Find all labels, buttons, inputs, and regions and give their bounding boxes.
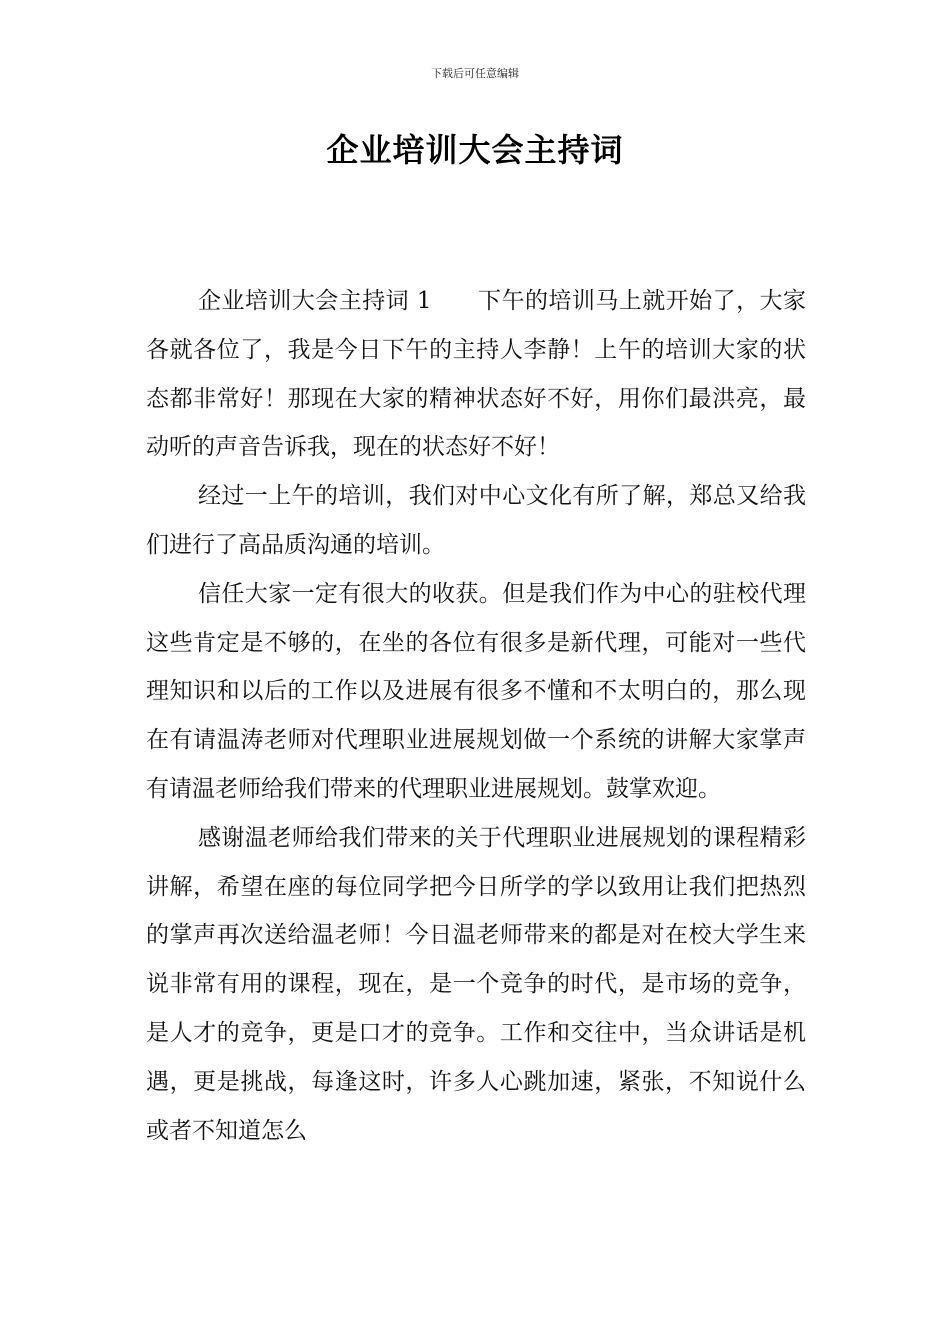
header-note: 下载后可任意编辑 [431, 67, 519, 80]
paragraph-3 [146, 570, 806, 814]
document-title: 企业培训大会主持词 [326, 131, 624, 169]
paragraph-text: 感谢温老师给我们带来的关于代理职业进展规划的课程精彩讲解，希望在座的每位同学把今日所学的学以致用让我们把热烈的掌声再次送给温老师！今日温老师带来的都是对在校大学生来说非常有用的课程，现在，是一个竞争的时代，是市场的竞争，是人才的竞争，更是口才的竞争。工作和交往中，当众讲话是机遇，更是挑战，每逢这时，许多人心跳加速，紧张，不知说什么或者不知道怎么 [146, 824, 806, 1144]
paragraph-2 [146, 472, 806, 570]
document-body [146, 277, 806, 1155]
paragraph-1 [146, 277, 806, 472]
paragraph-label: 企业培训大会主持词 1 [198, 288, 432, 314]
paragraph-text: 信任大家一定有很大的收获。但是我们作为中心的驻校代理这些肯定是不够的，在坐的各位有很多是新代理，可能对一些代理知识和以后的工作以及进展有很多不懂和不太明白的，那么现在有请温涛老师对代理职业进展规划做一个系统的讲解大家掌声有请温老师给我们带来的代理职业进展规划。鼓掌欢迎。 [146, 580, 806, 802]
paragraph-text: 经过一上午的培训，我们对中心文化有所了解，郑总又给我们进行了高品质沟通的培训。 [146, 483, 806, 558]
paragraph-text: 下午的培训马上就开始了，大家各就各位了，我是今日下午的主持人李静！上午的培训大家的状态都非常好！那现在大家的精神状态好不好，用你们最洪亮，最动听的声音告诉我，现在的状态好不好！ [146, 288, 807, 461]
paragraph-4 [146, 814, 806, 1156]
